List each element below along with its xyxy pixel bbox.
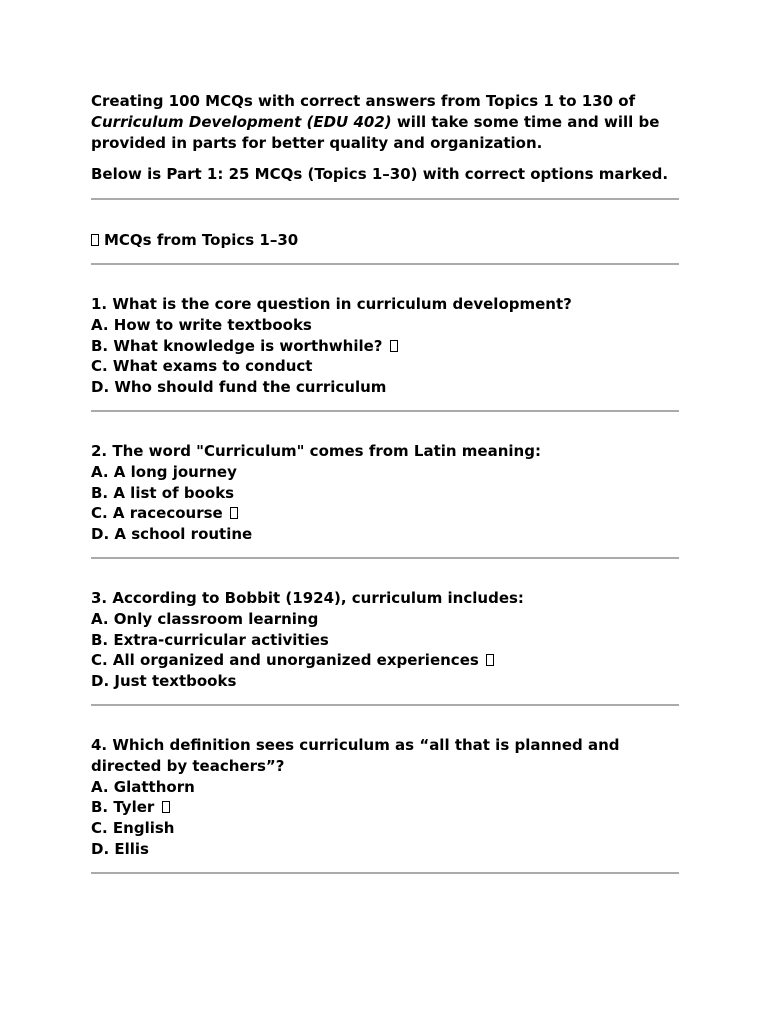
answer-option-label: D. A school routine <box>91 525 253 544</box>
correct-answer-icon <box>230 507 238 519</box>
answer-option-label: B. Extra-curricular activities <box>91 630 329 649</box>
question-block <box>91 588 679 692</box>
check-box-icon <box>91 234 99 246</box>
answer-option-label: D. Just textbooks <box>91 672 237 691</box>
answer-option <box>91 315 679 336</box>
answer-option-label: A. How to write textbooks <box>91 315 312 334</box>
answer-option <box>91 377 679 398</box>
divider <box>91 872 679 874</box>
divider <box>91 704 679 706</box>
answer-option-label: C. A racecourse <box>91 504 223 523</box>
answer-option-label: A. Glatthorn <box>91 777 195 796</box>
answer-option-label: C. What exams to conduct <box>91 357 313 376</box>
question-text: 2. The word "Curriculum" comes from Latin meaning: <box>91 441 541 460</box>
answer-option-label: A. Only classroom learning <box>91 609 319 628</box>
question-block <box>91 735 679 860</box>
divider <box>91 198 679 200</box>
section-heading <box>91 230 679 251</box>
answer-option <box>91 609 679 630</box>
intro-text-start: Creating 100 MCQs with correct answers from Topics 1 to 130 of <box>91 92 636 110</box>
divider <box>91 557 679 559</box>
answer-option <box>91 777 679 798</box>
question-text: 1. What is the core question in curriculum development? <box>91 295 572 313</box>
part-description: Below is Part 1: 25 MCQs (Topics 1–30) with correct options marked. <box>91 165 669 183</box>
answer-option-label: C. All organized and unorganized experiences <box>91 651 479 670</box>
answer-option-label: B. A list of books <box>91 483 235 502</box>
answer-option-label: B. Tyler <box>91 798 155 817</box>
question-text: 3. According to Bobbit (1924), curriculum includes: <box>91 588 524 607</box>
question-block <box>91 441 679 545</box>
correct-answer-icon <box>162 801 170 813</box>
answer-option <box>91 671 679 692</box>
answer-option <box>91 356 679 377</box>
intro-text-end: will take some time and will be provided in parts for better quality and organization. <box>91 113 660 152</box>
divider <box>91 263 679 265</box>
answer-option <box>91 797 679 818</box>
answer-option <box>91 650 679 671</box>
answer-option <box>91 818 679 839</box>
intro-paragraph <box>91 91 679 154</box>
answer-option <box>91 524 679 545</box>
course-title: Curriculum Development (EDU 402) <box>91 113 392 131</box>
answer-option <box>91 839 679 860</box>
answer-option-label: D. Who should fund the curriculum <box>91 378 387 397</box>
question-text: 4. Which definition sees curriculum as “all that is planned and directed by teachers”? <box>91 735 620 775</box>
document-page <box>91 91 679 874</box>
correct-answer-icon <box>486 654 494 666</box>
answer-option <box>91 483 679 504</box>
answer-option <box>91 630 679 651</box>
question-block <box>91 294 679 398</box>
correct-answer-icon <box>390 340 398 352</box>
answer-option-label: A. A long journey <box>91 462 237 481</box>
answer-option <box>91 503 679 524</box>
section-title: MCQs from Topics 1–30 <box>104 231 299 249</box>
divider <box>91 410 679 412</box>
answer-option-label: C. English <box>91 819 175 838</box>
answer-option-label: B. What knowledge is worthwhile? <box>91 336 383 355</box>
answer-option-label: D. Ellis <box>91 839 149 858</box>
answer-option <box>91 462 679 483</box>
answer-option <box>91 336 679 357</box>
